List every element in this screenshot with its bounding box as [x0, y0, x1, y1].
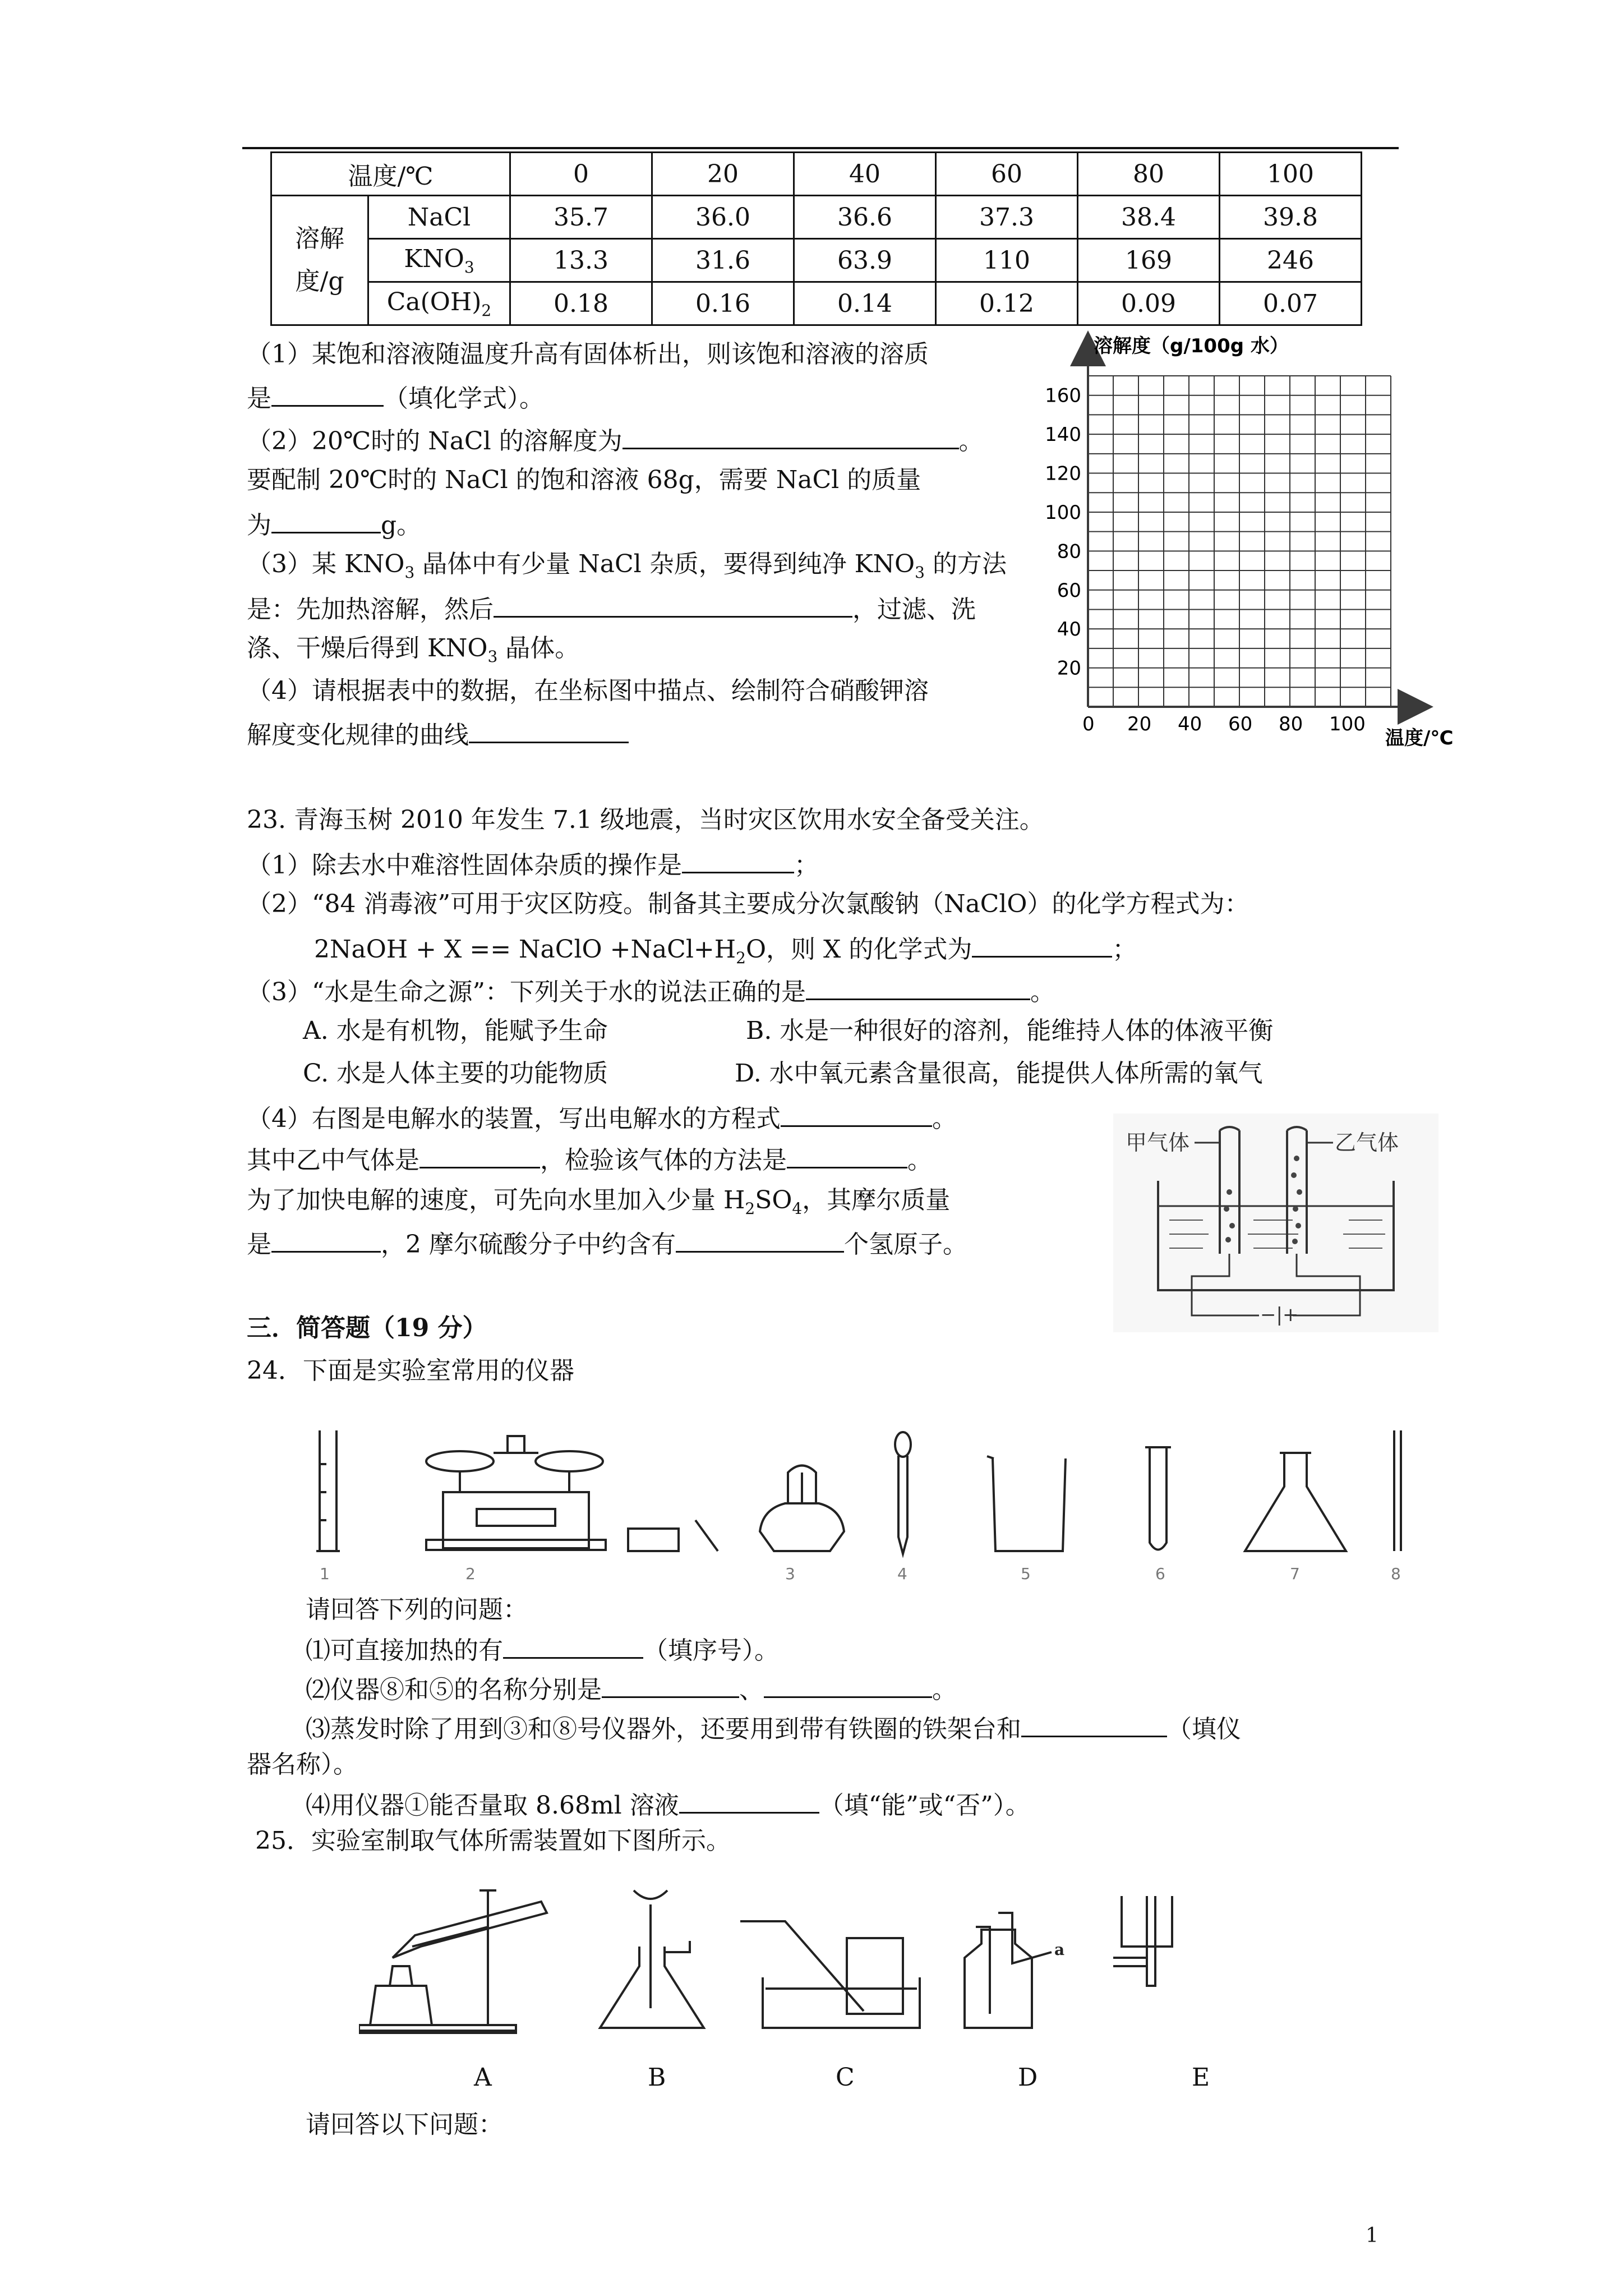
q23-line: 为了加快电解的速度，可先向水里加入少量 $H_2SO_4$，其摩尔质量 — [247, 1186, 951, 1218]
q22-line: 要配制 20℃时的 NaCl 的饱和溶液 68g，需要 NaCl 的质量 — [247, 466, 921, 494]
q23-line: 是 ，2 摩尔硫酸分子中约含有 个氢原子。 — [247, 1225, 967, 1262]
y-tick-label: 140 — [1045, 424, 1081, 447]
table-cell: 80 — [1078, 153, 1220, 196]
solubility-grid-chart — [1032, 325, 1492, 763]
y-tick-label: 20 — [1057, 657, 1081, 680]
answer-blank[interactable] — [787, 1141, 907, 1168]
table-cell: 39.8 — [1220, 196, 1362, 239]
q24-title: 24．下面是实验室常用的仪器 — [247, 1356, 574, 1385]
instrument-numbers — [320, 1565, 1401, 1583]
x-tick-label: 60 — [1228, 713, 1253, 735]
table-cell: 37.3 — [936, 196, 1078, 239]
instrument-number: 7 — [1290, 1565, 1300, 1583]
instrument-number: 1 — [320, 1565, 330, 1583]
table-cell: 100 — [1220, 153, 1362, 196]
beaker-icon — [987, 1456, 1066, 1551]
answer-blank[interactable] — [764, 1671, 932, 1698]
q22-line: （4）请根据表中的数据，在坐标图中描点、绘制符合硝酸钾溶 — [247, 677, 929, 705]
table-cell: 0.16 — [652, 282, 794, 325]
table-cell: 0.09 — [1078, 282, 1220, 325]
table-row — [271, 153, 1362, 196]
table-row — [271, 196, 1362, 239]
table-cell: 0.18 — [510, 282, 652, 325]
x-tick-label: 20 — [1127, 713, 1152, 735]
electrolysis-apparatus-figure — [1113, 1114, 1438, 1332]
table-cell: 13.3 — [510, 239, 652, 282]
answer-blank[interactable] — [503, 1631, 643, 1659]
battery-symbol: −|+ — [1260, 1304, 1299, 1326]
top-rule — [242, 147, 1399, 149]
answer-blank[interactable] — [469, 716, 629, 743]
answer-blank[interactable] — [271, 1225, 381, 1253]
q24-intro: 请回答下列的问题： — [306, 1595, 528, 1624]
answer-blank[interactable] — [1021, 1710, 1167, 1737]
apparatus-label: E — [1192, 2063, 1210, 2092]
q24-line: ⑷用仪器①能否量取 8.68ml 溶液 （填“能”或“否”）。 — [306, 1786, 1030, 1823]
lab-instruments-figure — [292, 1419, 1413, 1588]
page-number: 1 — [1366, 2224, 1378, 2247]
y-tick-label: 60 — [1057, 579, 1081, 602]
answer-blank[interactable] — [676, 1225, 844, 1253]
conical-flask-icon — [1245, 1453, 1346, 1551]
instrument-number: 6 — [1155, 1565, 1165, 1583]
q25-title: 25．实验室制取气体所需装置如下图所示。 — [255, 1826, 731, 1855]
apparatus-label: A — [474, 2063, 492, 2092]
section-heading: 三．简答题（19 分） — [247, 1314, 487, 1342]
q23-line: （4）右图是电解水的装置，写出电解水的方程式 。 — [247, 1099, 957, 1136]
q24-line: ⑵仪器⑧和⑤的名称分别是 、 。 — [306, 1671, 957, 1707]
table-cell: 20 — [652, 153, 794, 196]
table-cell: 110 — [936, 239, 1078, 282]
q22-line: 解度变化规律的曲线 — [247, 716, 629, 752]
table-cell: 60 — [936, 153, 1078, 196]
solubility-table — [270, 151, 1362, 326]
apparatus-b-flask-icon — [600, 1890, 704, 2028]
gas-b-label: 乙气体 — [1335, 1130, 1399, 1155]
q23-option: A. 水是有机物，能赋予生命 — [303, 1016, 608, 1045]
y-tick-labels — [1045, 385, 1081, 680]
q23-title: 23. 青海玉树 2010 年发生 7.1 级地震，当时灾区饮用水安全备受关注。 — [247, 806, 1044, 834]
q23-line: （2）“84 消毒液”可用于灾区防疫。制备其主要成分次氯酸钠（NaClO）的化学方程式为： — [247, 890, 1249, 918]
balance-icon — [426, 1436, 718, 1551]
apparatus-a-heating-icon — [359, 1890, 547, 2033]
table-row — [271, 282, 1362, 325]
table-cell: 169 — [1078, 239, 1220, 282]
instrument-number: 5 — [1021, 1565, 1031, 1583]
group-header — [271, 196, 368, 325]
test-tube-icon — [1145, 1447, 1171, 1550]
instrument-number: 4 — [897, 1565, 907, 1583]
y-tick-label: 160 — [1045, 384, 1081, 407]
table-cell: 40 — [794, 153, 936, 196]
y-tick-label: 40 — [1057, 618, 1081, 641]
row-name: $KNO_3$ — [368, 239, 510, 282]
temp-header: 温度/℃ — [271, 153, 510, 196]
apparatus-d-bottle-icon — [965, 1913, 1052, 2028]
table-cell: 0.12 — [936, 282, 1078, 325]
answer-blank[interactable] — [271, 506, 381, 533]
y-tick-label: 80 — [1057, 540, 1081, 563]
q24-line: ⑴可直接加热的有 （填序号）。 — [306, 1631, 779, 1668]
answer-blank[interactable] — [806, 973, 1030, 1000]
answer-blank[interactable] — [494, 590, 852, 618]
q22-line: （3）某 $KNO_3$ 晶体中有少量 NaCl 杂质，要得到纯净 $KNO_3$ 的方法 — [247, 550, 1007, 582]
x-tick-label: 40 — [1178, 713, 1202, 735]
answer-blank[interactable] — [623, 422, 959, 449]
answer-blank[interactable] — [679, 1786, 819, 1814]
answer-blank[interactable] — [602, 1671, 739, 1698]
answer-blank[interactable] — [271, 379, 384, 407]
tube-a-marker: a — [1054, 1940, 1065, 1959]
q22-line: 是：先加热溶解，然后 ，过滤、洗 — [247, 590, 976, 627]
gas-apparatus-figure — [359, 1874, 1279, 2053]
group-label-2: 度/g — [295, 267, 344, 296]
q23-option: D. 水中氧元素含量很高，能提供人体所需的氧气 — [735, 1059, 1263, 1088]
q23-option: B. 水是一种很好的溶剂，能维持人体的体液平衡 — [746, 1016, 1274, 1045]
table-cell: 36.6 — [794, 196, 936, 239]
q22-line: 涤、干燥后得到 $KNO_3$ 晶体。 — [247, 634, 580, 666]
instrument-number: 2 — [465, 1565, 476, 1583]
answer-blank[interactable] — [682, 846, 794, 873]
instrument-number: 3 — [785, 1565, 795, 1583]
x-axis-label: 温度/℃ — [1385, 727, 1454, 749]
table-cell: 63.9 — [794, 239, 936, 282]
glass-rod-icon — [1394, 1430, 1401, 1551]
chart-title: 溶解度（g/100g 水） — [1094, 335, 1289, 357]
answer-blank[interactable] — [781, 1099, 932, 1127]
alcohol-lamp-icon — [760, 1466, 844, 1552]
q25-intro: 请回答以下问题： — [306, 2110, 503, 2139]
apparatus-e-tube-icon — [1113, 1896, 1172, 1986]
x-tick-labels — [1082, 713, 1366, 735]
y-tick-label: 100 — [1045, 501, 1081, 524]
answer-blank[interactable] — [972, 930, 1112, 958]
group-label-1: 溶解 — [295, 224, 344, 253]
x-tick-label: 80 — [1279, 713, 1303, 735]
q23-line: 其中乙中气体是 ，检验该气体的方法是 。 — [247, 1141, 932, 1177]
instrument-number: 8 — [1391, 1565, 1401, 1583]
x-tick-label: 100 — [1329, 713, 1366, 735]
q22-line: 是 （填化学式）。 — [247, 379, 544, 416]
table-cell: 0.14 — [794, 282, 936, 325]
q22-line: （1）某饱和溶液随温度升高有固体析出，则该饱和溶液的溶质 — [247, 340, 929, 369]
apparatus-label: B — [648, 2063, 666, 2092]
q24-line: ⑶蒸发时除了用到③和⑧号仪器外，还要用到带有铁圈的铁架台和 （填仪 — [306, 1710, 1241, 1746]
table-row — [271, 239, 1362, 282]
q24-line: 器名称）。 — [247, 1750, 358, 1779]
table-cell: 36.0 — [652, 196, 794, 239]
row-name: NaCl — [368, 196, 510, 239]
q22-line: （2）20℃时的 NaCl 的溶解度为 。 — [247, 422, 984, 458]
gas-a-label: 甲气体 — [1126, 1130, 1190, 1155]
table-cell: 246 — [1220, 239, 1362, 282]
q23-line: （1）除去水中难溶性固体杂质的操作是 ； — [247, 846, 819, 882]
answer-blank[interactable] — [419, 1141, 540, 1168]
x-tick-label: 0 — [1082, 713, 1095, 735]
graduated-cylinder-icon — [316, 1430, 340, 1551]
q23-option: C. 水是人体主要的功能物质 — [303, 1059, 608, 1088]
q23-line: （3）“水是生命之源”：下列关于水的说法正确的是 。 — [247, 973, 1055, 1009]
y-tick-label: 120 — [1045, 462, 1081, 485]
apparatus-label: D — [1018, 2063, 1038, 2092]
table-cell: 35.7 — [510, 196, 652, 239]
row-name: $Ca(OH)_2$ — [368, 282, 510, 325]
dropper-icon — [895, 1432, 911, 1554]
table-cell: 0.07 — [1220, 282, 1362, 325]
table-cell: 0 — [510, 153, 652, 196]
q23-line: 2NaOH + X == NaClO $+NaCl+H_2O$，则 X 的化学式为 ； — [314, 930, 1137, 975]
table-cell: 31.6 — [652, 239, 794, 282]
q22-line: 为 g。 — [247, 506, 421, 542]
apparatus-label: C — [836, 2063, 855, 2092]
table-cell: 38.4 — [1078, 196, 1220, 239]
apparatus-c-trough-icon — [740, 1921, 920, 2028]
chart-grid — [1088, 376, 1391, 707]
